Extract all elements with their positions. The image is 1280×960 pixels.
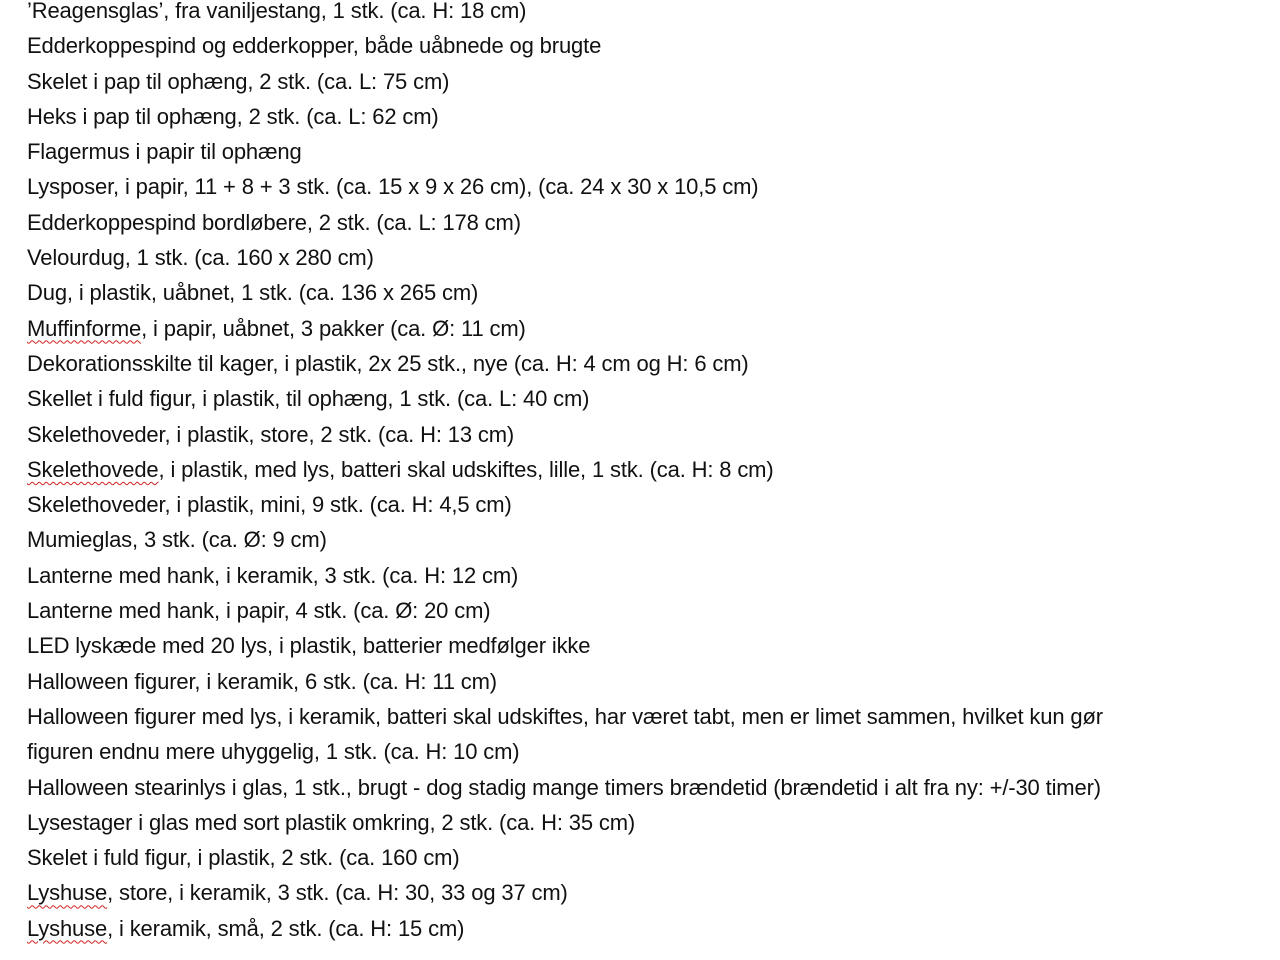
document-line xyxy=(27,875,1267,910)
document-line xyxy=(27,452,1267,487)
document-line: Lanterne med hank, i keramik, 3 stk. (ca. H: 12 cm) xyxy=(27,562,519,588)
document-line: Halloween stearinlys i glas, 1 stk., brugt - dog stadig mange timers brændetid (brændetid i alt fra ny: +/-30 timer) xyxy=(27,774,1101,800)
document-line: Skelethoveder, i plastik, mini, 9 stk. (ca. H: 4,5 cm) xyxy=(27,492,512,518)
line-text: , i keramik, små, 2 stk. (ca. H: 15 cm) xyxy=(107,915,465,941)
document-line: Dug, i plastik, uåbnet, 1 stk. (ca. 136 x 265 cm) xyxy=(27,280,479,306)
document-line: Halloween figurer med lys, i keramik, batteri skal udskiftes, har været tabt, men er limet sammen, hvilket kun gør xyxy=(27,703,1103,729)
document-line: ’Reagensglas’, fra vaniljestang, 1 stk. (ca. H: 18 cm) xyxy=(27,0,527,23)
document-line xyxy=(27,311,1267,346)
spellcheck-flagged-word[interactable]: Muffinforme xyxy=(27,315,142,341)
document-line: Dekorationsskilte til kager, i plastik, 2x 25 stk., nye (ca. H: 4 cm og H: 6 cm) xyxy=(27,350,749,376)
line-text: , store, i keramik, 3 stk. (ca. H: 30, 33 og 37 cm) xyxy=(107,880,568,906)
document-line: Lanterne med hank, i papir, 4 stk. (ca. Ø: 20 cm) xyxy=(27,598,491,624)
document-line: Halloween figurer, i keramik, 6 stk. (ca. H: 11 cm) xyxy=(27,668,497,694)
document-line: LED lyskæde med 20 lys, i plastik, batterier medfølger ikke xyxy=(27,633,591,659)
line-text: , i plastik, med lys, batteri skal udskiftes, lille, 1 stk. (ca. H: 8 cm) xyxy=(158,456,774,482)
line-text: , i papir, uåbnet, 3 pakker (ca. Ø: 11 cm) xyxy=(141,315,526,341)
document-line: Velourdug, 1 stk. (ca. 160 x 280 cm) xyxy=(27,245,374,271)
document-body xyxy=(27,0,1267,946)
document-line xyxy=(27,911,1267,946)
document-line: Skelet i pap til ophæng, 2 stk. (ca. L: 75 cm) xyxy=(27,68,450,94)
document-line: Lysestager i glas med sort plastik omkring, 2 stk. (ca. H: 35 cm) xyxy=(27,809,636,835)
document-line: Lysposer, i papir, 11 + 8 + 3 stk. (ca. 15 x 9 x 26 cm), (ca. 24 x 30 x 10,5 cm) xyxy=(27,174,759,200)
spellcheck-flagged-word[interactable]: Lyshuse xyxy=(27,915,108,941)
document-line: Heks i pap til ophæng, 2 stk. (ca. L: 62 cm) xyxy=(27,103,439,129)
document-line: Skelet i fuld figur, i plastik, 2 stk. (ca. 160 cm) xyxy=(27,845,460,871)
document-line: Edderkoppespind og edderkopper, både uåbnede og brugte xyxy=(27,33,602,59)
document-line: Skellet i fuld figur, i plastik, til ophæng, 1 stk. (ca. L: 40 cm) xyxy=(27,386,590,412)
spellcheck-flagged-word[interactable]: Lyshuse xyxy=(27,880,108,906)
document-line: Skelethoveder, i plastik, store, 2 stk. (ca. H: 13 cm) xyxy=(27,421,515,447)
document-line: Mumieglas, 3 stk. (ca. Ø: 9 cm) xyxy=(27,527,327,553)
document-line: Edderkoppespind bordløbere, 2 stk. (ca. L: 178 cm) xyxy=(27,209,521,235)
document-line: Flagermus i papir til ophæng xyxy=(27,139,302,165)
spellcheck-flagged-word[interactable]: Skelethovede xyxy=(27,456,159,482)
document-line: figuren endnu mere uhyggelig, 1 stk. (ca. H: 10 cm) xyxy=(27,739,520,765)
